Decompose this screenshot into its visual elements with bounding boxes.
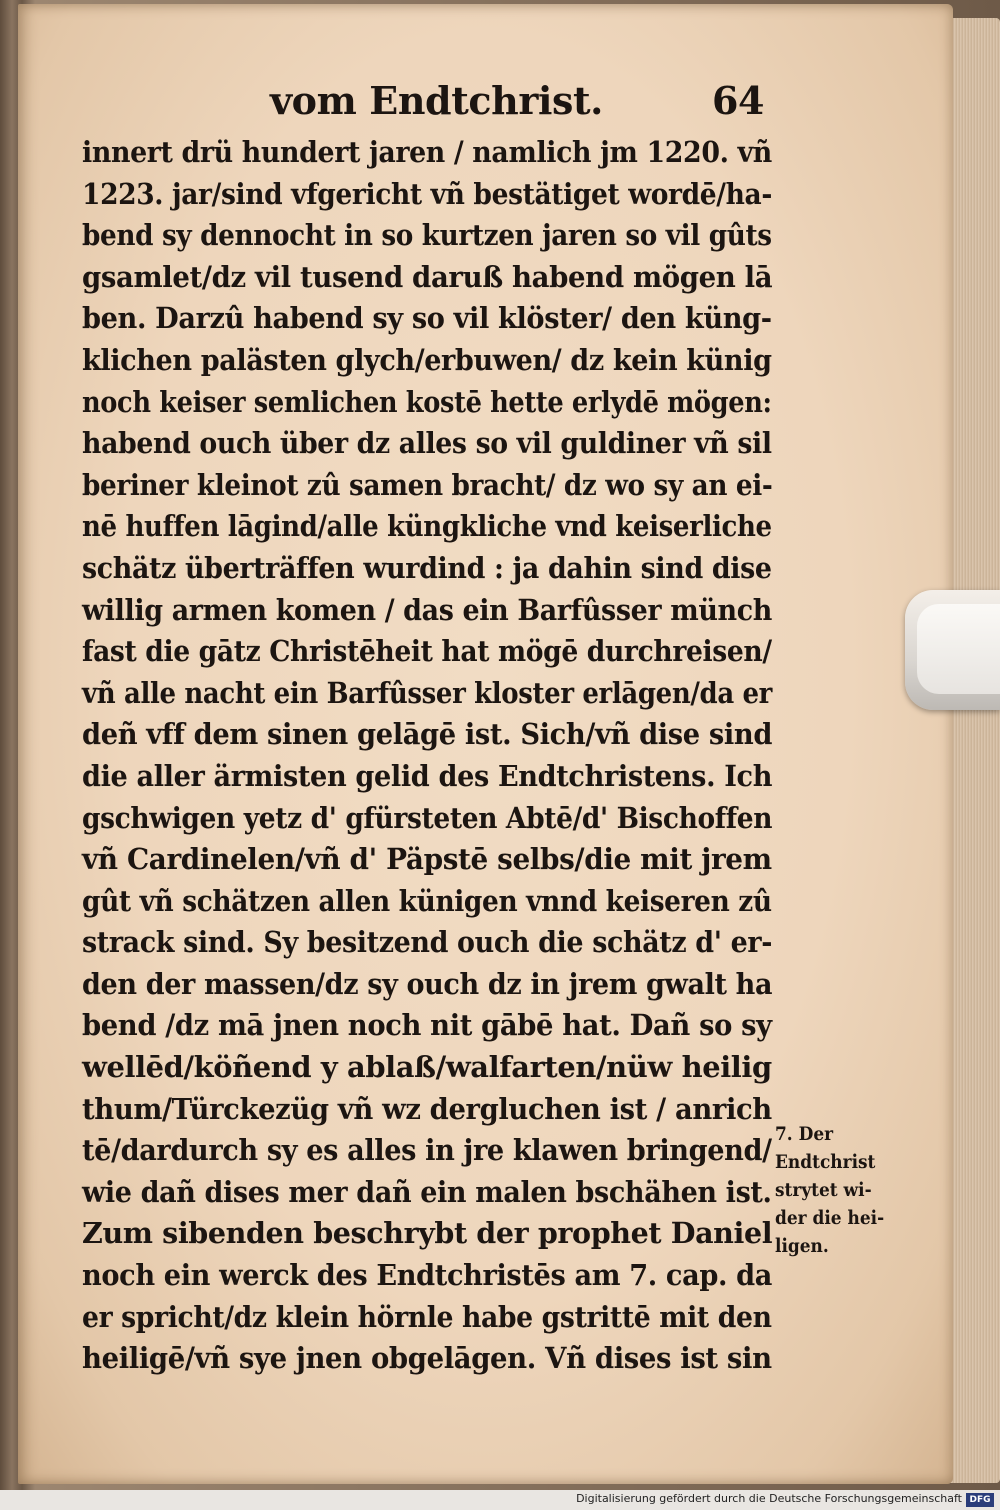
text-line: noch ein werck des Endtchristēs am 7. cap. da xyxy=(82,1258,773,1293)
funding-credit: Digitalisierung gefördert durch die Deutsche Forschungsgemeinschaft xyxy=(576,1492,962,1505)
margin-note-line: der die hei- xyxy=(775,1207,885,1229)
text-line: 1223. jar/sind vfgericht vñ bestätiget wordē/ha- xyxy=(82,176,772,211)
text-line: vñ alle nacht ein Barfûsser kloster erlāgen/da er xyxy=(82,675,773,710)
text-line: bend /dz mā jnen noch nit gābē hat. Dañ so sy xyxy=(82,1008,772,1043)
margin-note-line: Endtchrist xyxy=(775,1151,876,1173)
text-line: willig armen komen / das ein Barfûsser münch xyxy=(82,592,772,627)
text-line: thum/Türckezüg vñ wz dergluchen ist / anrich xyxy=(82,1091,772,1126)
text-line: ben. Darzû habend sy so vil klöster/ den küng- xyxy=(82,301,772,336)
body-text xyxy=(82,132,772,1380)
text-line: wie dañ dises mer dañ ein malen bschähen ist. xyxy=(82,1174,772,1209)
text-line: bend sy dennocht in so kurtzen jaren so vil gûts xyxy=(82,218,772,253)
page-clip xyxy=(905,590,1000,710)
margin-note-line: 7. Der xyxy=(775,1123,834,1145)
text-line: den der massen/dz sy ouch dz in jrem gwalt ha xyxy=(82,966,773,1001)
running-head: vom Endtchrist. xyxy=(270,78,603,123)
page-edges xyxy=(945,18,1000,1483)
text-line: gût vñ schätzen allen künigen vnnd keiseren zû xyxy=(82,883,772,918)
text-line: strack sind. Sy besitzend ouch die schätz d' er- xyxy=(82,925,773,960)
text-line: nē huffen lāgind/alle küngkliche vnd keiserliche xyxy=(82,509,772,544)
text-line: deñ vff dem sinen gelāgē ist. Sich/vñ dise sind xyxy=(82,717,773,752)
text-line: heiligē/vñ sye jnen obgelāgen. Vñ dises ist sin xyxy=(82,1341,772,1376)
dfg-logo: DFG xyxy=(966,1493,994,1507)
text-line: die aller ärmisten gelid des Endtchristens. Ich xyxy=(82,758,773,793)
text-line: beriner kleinot zû samen bracht/ dz wo sy an ei- xyxy=(82,467,773,502)
margin-note xyxy=(775,1120,915,1260)
text-line: innert drü hundert jaren / namlich jm 1220. vñ xyxy=(82,135,772,169)
margin-note-line: strytet wi- xyxy=(775,1179,872,1201)
text-line: tē/dardurch sy es alles in jre klawen bringend/ xyxy=(82,1133,772,1168)
margin-note-line: ligen. xyxy=(775,1235,829,1257)
text-line: noch keiser semlichen kostē hette erlydē mögen: xyxy=(82,384,772,419)
text-line: habend ouch über dz alles so vil guldiner vñ sil xyxy=(82,426,772,461)
text-line: er spricht/dz klein hörnle habe gstrittē mit den xyxy=(82,1299,772,1334)
digitization-footer xyxy=(0,1490,1000,1510)
text-line: klichen palästen glych/erbuwen/ dz kein künig xyxy=(82,342,772,377)
text-line: schätz überträffen wurdind : ja dahin sind dise xyxy=(82,550,772,585)
text-line: gsamlet/dz vil tusend daruß habend mögen lā xyxy=(82,259,773,294)
text-line: fast die gātz Christēheit hat mögē durchreisen/ xyxy=(82,634,772,669)
page-number: 64 xyxy=(712,78,765,123)
text-line: wellēd/köñend y ablaß/walfarten/nüw heilig xyxy=(82,1050,772,1085)
text-line: gschwigen yetz d' gfürsteten Abtē/d' Bischoffen xyxy=(82,800,773,835)
text-line: vñ Cardinelen/vñ d' Päpstē selbs/die mit jrem xyxy=(82,842,772,877)
text-line: Zum sibenden beschrybt der prophet Daniel xyxy=(82,1216,773,1251)
